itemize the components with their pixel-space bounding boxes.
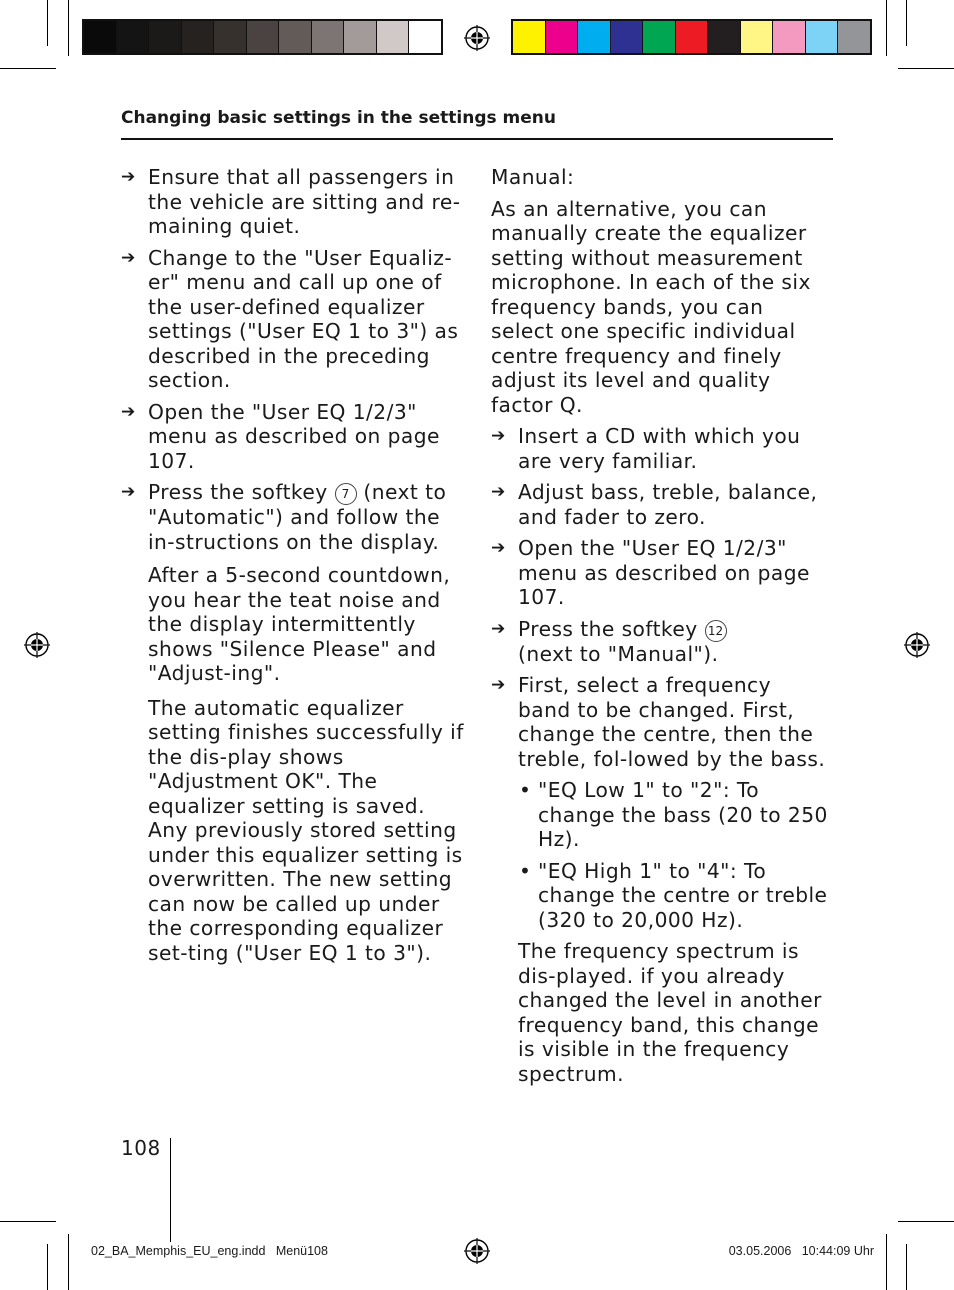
crop-mark: [898, 1221, 954, 1222]
arrow-icon: ➔: [491, 538, 506, 558]
step-item: [121, 246, 466, 393]
crop-mark: [906, 0, 907, 46]
color-swatch: [513, 21, 546, 53]
step-text: Open the "User EQ 1/2/3" menu as described on page 107.: [148, 399, 440, 473]
step-item: [491, 673, 829, 771]
color-swatch: [611, 21, 644, 53]
section-heading: Manual:: [491, 165, 575, 189]
step-text: Change to the "User Equaliz-er" menu and call up one of the user-defined equalizer settings ("User EQ 1 to 3") as described in the preceding section.: [148, 245, 459, 392]
bullet-text: "EQ Low 1" to "2": To change the bass (20 to 250 Hz).: [538, 778, 828, 851]
softkey-number-icon: 7: [335, 483, 357, 505]
crop-mark: [47, 1244, 48, 1290]
color-swatch: [708, 21, 741, 53]
bullet-item: [491, 859, 829, 933]
step-text: Open the "User EQ 1/2/3" menu as described on page 107.: [518, 536, 810, 609]
step-item: [121, 400, 466, 474]
arrow-icon: ➔: [121, 401, 136, 422]
color-swatch: [149, 21, 182, 53]
color-swatch: [84, 21, 117, 53]
arrow-icon: ➔: [491, 675, 506, 695]
step-item: [121, 480, 466, 554]
color-swatch: [117, 21, 150, 53]
step-text: Adjust bass, treble, balance, and fader to zero.: [518, 480, 818, 529]
bullet-icon: •: [519, 778, 532, 802]
paragraph: After a 5-second countdown, you hear the teat noise and the display intermittently shows "Silence Please" and "Adjust-ing".: [148, 563, 451, 685]
color-swatch: [279, 21, 312, 53]
crop-mark: [898, 68, 954, 69]
step-item: [491, 424, 829, 473]
color-swatch: [806, 21, 839, 53]
color-swatch: [409, 21, 441, 53]
color-swatch: [377, 21, 410, 53]
header-rule: [121, 138, 833, 140]
page-number: 108: [121, 1136, 161, 1160]
registration-mark-icon: [904, 632, 930, 658]
bullet-text: "EQ High 1" to "4": To change the centre or treble (320 to 20,000 Hz).: [538, 858, 828, 932]
color-swatch: [214, 21, 247, 53]
arrow-icon: ➔: [491, 426, 506, 446]
color-swatch: [838, 21, 870, 53]
step-item: [121, 165, 466, 239]
registration-mark-icon: [464, 25, 490, 51]
crop-mark: [68, 0, 69, 56]
step-text: (next to "Automatic") and follow the in-structions on the display.: [148, 480, 447, 554]
step-item: [491, 480, 829, 529]
crop-mark: [906, 1244, 907, 1290]
arrow-icon: ➔: [491, 482, 506, 502]
bullet-item: [491, 778, 829, 852]
crop-mark: [0, 68, 56, 69]
crop-mark: [47, 0, 48, 46]
color-swatch: [546, 21, 579, 53]
paragraph: The frequency spectrum is dis-played. if you already changed the level in another frequency band, this change is visible in the frequency spectrum.: [518, 939, 822, 1086]
process-color-bar: [511, 19, 872, 55]
arrow-icon: ➔: [491, 618, 506, 639]
crop-mark: [886, 0, 887, 56]
paragraph: As an alternative, you can manually create the equalizer setting without measurement microphone. In each of the six frequency bands, you can select one specific individual centre frequency and finely adjust its level and quality factor Q.: [491, 196, 811, 417]
page-number-divider: [170, 1138, 171, 1242]
step-item: [491, 617, 829, 667]
right-column: [491, 165, 829, 1096]
color-swatch: [741, 21, 774, 53]
step-text: Ensure that all passengers in the vehicle are sitting and re-maining quiet.: [148, 165, 461, 238]
slug-timestamp: 03.05.2006 10:44:09 Uhr: [728, 1244, 874, 1258]
paragraph: The automatic equalizer setting finishes successfully if the dis-play shows "Adjustment OK". The equalizer setting is saved. Any previously stored setting under this equalizer setting is overwritten. The new setting can now be called up under the corresponding equalizer set-ting ("User EQ 1 to 3").: [148, 695, 464, 965]
color-swatch: [773, 21, 806, 53]
bullet-icon: •: [519, 858, 532, 883]
color-swatch: [247, 21, 280, 53]
crop-mark: [0, 1221, 56, 1222]
crop-mark: [68, 1234, 69, 1290]
crop-mark: [886, 1234, 887, 1290]
color-swatch: [182, 21, 215, 53]
slug-filename: 02_BA_Memphis_EU_eng.indd Menü108: [91, 1244, 328, 1258]
arrow-icon: ➔: [121, 482, 136, 502]
color-swatch: [676, 21, 709, 53]
step-text: First, select a frequency band to be changed. First, change the centre, then the treble, fol-lowed by the bass.: [518, 673, 826, 771]
arrow-icon: ➔: [121, 247, 136, 268]
color-swatch: [344, 21, 377, 53]
registration-mark-icon: [464, 1238, 490, 1264]
step-text: (next to "Manual").: [518, 641, 719, 666]
registration-mark-icon: [24, 632, 50, 658]
running-header: Changing basic settings in the settings menu: [121, 108, 556, 128]
softkey-number-icon: 12: [705, 620, 727, 642]
color-swatch: [643, 21, 676, 53]
step-text: Press the softkey: [148, 480, 328, 504]
step-text: Insert a CD with which you are very familiar.: [518, 424, 801, 473]
color-swatch: [312, 21, 345, 53]
arrow-icon: ➔: [121, 167, 136, 187]
step-text: Press the softkey: [518, 616, 698, 641]
step-item: [491, 536, 829, 610]
left-column: [121, 165, 466, 975]
color-swatch: [578, 21, 611, 53]
gray-color-bar: [82, 19, 443, 55]
